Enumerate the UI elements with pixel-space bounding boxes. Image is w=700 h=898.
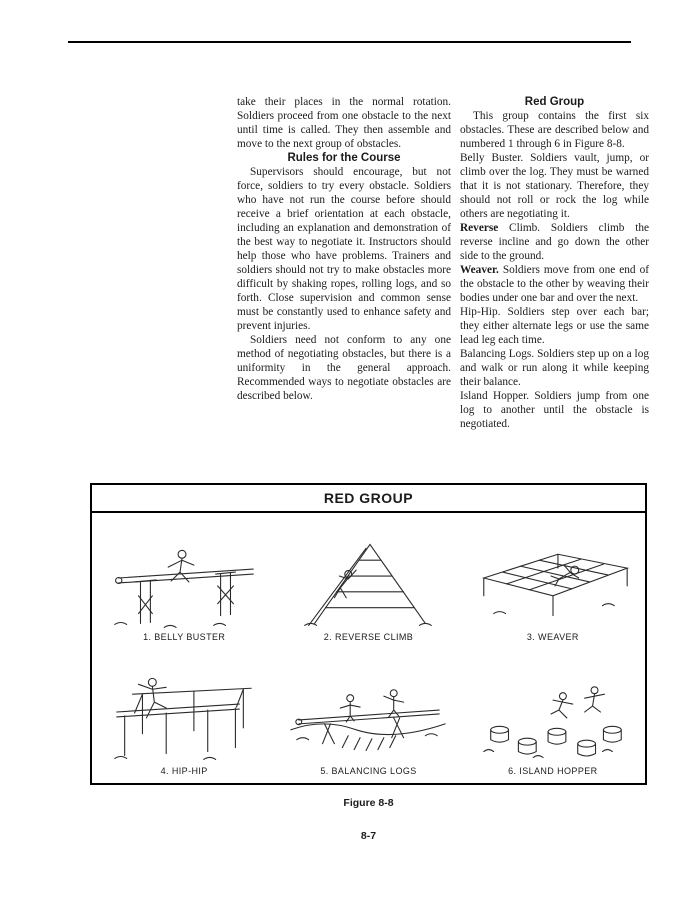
paragraph: This group contains the first six obstacles. These are described below and numbered 1 through 6 in Figure 8-8. xyxy=(460,110,649,151)
left-column xyxy=(237,95,451,403)
belly-buster-illustration xyxy=(95,526,273,630)
paragraph: Island Hopper. Soldiers jump from one log to another until the obstacle is negotiated. xyxy=(460,390,649,431)
figure-item-caption: 5. BALANCING LOGS xyxy=(320,766,417,776)
section-heading-red-group: Red Group xyxy=(524,96,585,108)
balancing-logs-illustration xyxy=(279,660,457,764)
paragraph: take their places in the normal rotation. Soldiers proceed from one obstacle to the next until time is called. They then assemble and move to the next group of obstacles. xyxy=(237,96,451,150)
right-column xyxy=(460,95,649,431)
paragraph: Weaver. Soldiers move from one end of the obstacle to the other by weaving their bodies under one bar and over the next. xyxy=(460,264,649,305)
figure-item-weaver xyxy=(461,513,645,647)
island-hopper-illustration xyxy=(464,660,642,764)
figure-item-caption: 3. WEAVER xyxy=(526,632,579,642)
figure-item-hip-hip xyxy=(92,647,276,781)
paragraph: Reverse Climb. Soldiers climb the reverse incline and go down the other side to the ground. xyxy=(460,222,649,263)
top-rule xyxy=(68,41,631,43)
paragraph: Supervisors should encourage, but not force, soldiers to try every obstacle. Soldiers who have not run the course before should receive a brief orientation at each obstacle, including an explanation and demonstration of the best way to negotiate it. Instructors should help those who have problems. Trainers and soldiers should not try to make obstacles more difficult by shaking ropes, rolling logs, and so forth. Close supervision and common sense must be constantly used to enhance safety and prevent injuries. xyxy=(237,166,451,333)
figure-item-belly-buster xyxy=(92,513,276,647)
hip-hip-illustration xyxy=(95,660,273,764)
figure-8-8 xyxy=(90,483,647,785)
figure-grid xyxy=(92,513,645,781)
weaver-illustration xyxy=(464,526,642,630)
paragraph: Balancing Logs. Soldiers step up on a log and walk or run along it while keeping their balance. xyxy=(460,348,649,389)
page-number: 8-7 xyxy=(360,830,377,842)
figure-item-caption: 6. ISLAND HOPPER xyxy=(508,766,598,776)
figure-item-balancing-logs xyxy=(276,647,460,781)
figure-caption: Figure 8-8 xyxy=(343,797,394,809)
obstacle-name: Reverse xyxy=(460,222,499,235)
figure-item-caption: 4. HIP-HIP xyxy=(160,766,208,776)
obstacle-name: Weaver. xyxy=(460,264,499,277)
paragraph: Belly Buster. Soldiers vault, jump, or climb over the log. They must be warned that it is not stationary. Therefore, they should not roll or rock the log while others are negotiating it. xyxy=(460,152,649,221)
paragraph: Soldiers need not conform to any one method of negotiating obstacles, but there is a uniformity in the general approach. Recommended ways to negotiate obstacles are described below. xyxy=(237,334,451,403)
section-heading-rules: Rules for the Course xyxy=(287,152,401,164)
figure-item-island-hopper xyxy=(461,647,645,781)
figure-item-caption: 1. BELLY BUSTER xyxy=(143,632,226,642)
figure-item-caption: 2. REVERSE CLIMB xyxy=(323,632,414,642)
paragraph: Hip-Hip. Soldiers step over each bar; they either alternate legs or use the same lead leg each time. xyxy=(460,306,649,347)
figure-title: RED GROUP xyxy=(92,485,645,513)
figure-item-reverse-climb xyxy=(276,513,460,647)
reverse-climb-illustration xyxy=(279,526,457,630)
